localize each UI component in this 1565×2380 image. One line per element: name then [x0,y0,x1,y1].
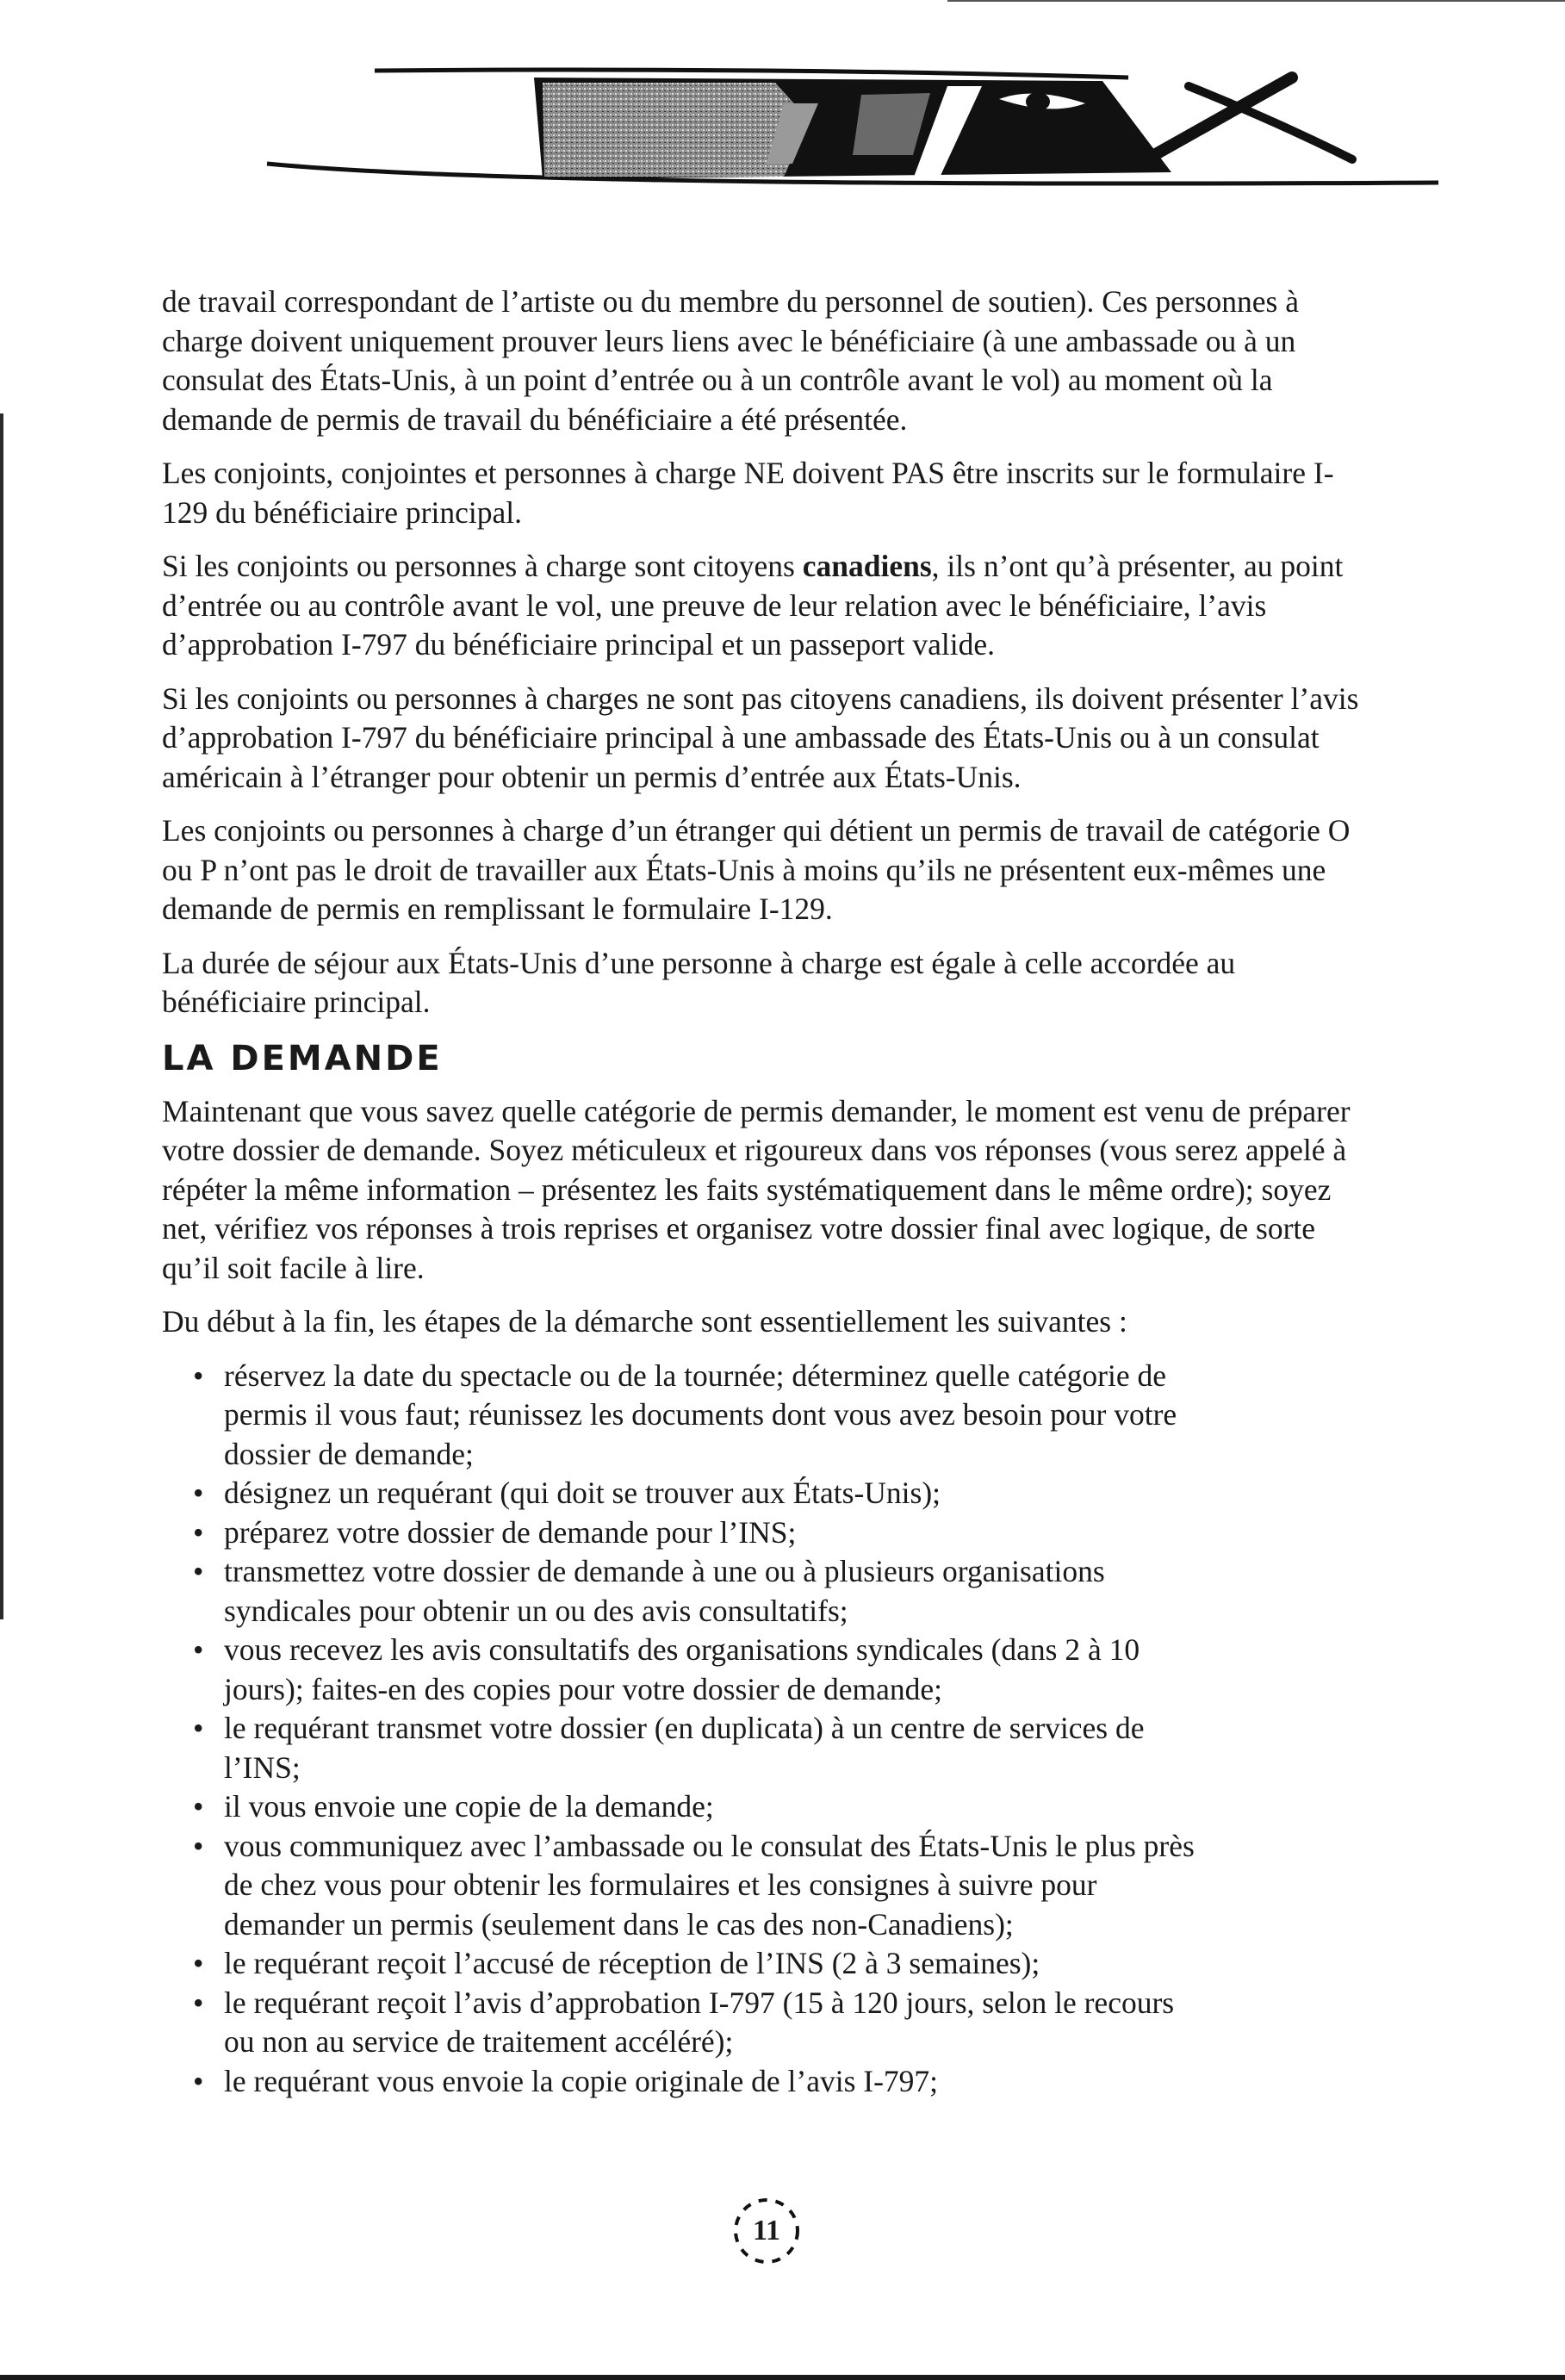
step-text: le requérant transmet votre dossier (en duplicata) à un centre de services de l’INS; [224,1711,1145,1785]
paragraph-stay-duration: La durée de séjour aux États-Unis d’une personne à charge est égale à celle accordée au bénéficiaire principal. [162,945,1236,1019]
paragraph-canadian-dependents [162,547,1368,665]
step-text: désignez un requérant (qui doit se trouver aux États-Unis); [224,1476,941,1510]
header-banner-art [258,52,1447,207]
list-item [224,1474,1361,1513]
list-item [224,1513,1361,1553]
step-text: vous communiquez avec l’ambassade ou le consulat des États-Unis le plus près de chez vous pour obtenir les formulaires et les consignes à suivre pour demander un permis (seulement dans le cas des non-Canadiens); [224,1828,1195,1942]
canadian-text-before: Si les conjoints ou personnes à charge sont citoyens [162,549,803,583]
page-number: 11 [752,2215,781,2246]
step-text: transmettez votre dossier de demande à une ou à plusieurs organisations syndicales pour obtenir un ou des avis consultatifs; [224,1554,1105,1628]
step-text: le requérant vous envoie la copie originale de l’avis I-797; [224,2063,939,2098]
step-text: le requérant reçoit l’avis d’approbation I-797 (15 à 120 jours, selon le recours ou non au service de traitement accéléré); [224,1985,1175,2059]
scan-edge-top [947,0,1565,2]
step-text: vous recevez les avis consultatifs des organisations syndicales (dans 2 à 10 jours); faites-en des copies pour votre dossier de demande; [224,1632,1140,1706]
paragraph-steps-intro: Du début à la fin, les étapes de la démarche sont essentiellement les suivantes : [162,1304,1127,1339]
paragraph-no-i129-listing: Les conjoints, conjointes et personnes à charge NE doivent PAS être inscrits sur le formulaire I-129 du bénéficiaire principal. [162,456,1334,530]
list-item [224,1552,1361,1631]
list-item [224,1631,1361,1709]
paragraph-dependents-proof: de travail correspondant de l’artiste ou du membre du personnel de soutien). Ces personnes à charge doivent uniquement prouver leurs liens avec le bénéficiaire (à une ambassade ou à un consulat des États-Unis, à un point d’entrée ou à un contrôle avant le vol) au moment où la demande de permis de travail du bénéficiaire a été présentée. [162,284,1300,437]
document-body [162,283,1368,2101]
steps-list [162,1357,1361,2102]
list-item [224,2062,1361,2102]
list-item [224,1787,1361,1827]
list-item [224,1944,1361,1984]
list-item [224,1984,1361,2062]
paragraph-work-restriction: Les conjoints ou personnes à charge d’un étranger qui détient un permis de travail de catégorie O ou P n’ont pas le droit de travailler aux États-Unis à moins qu’ils ne présentent eux-mêmes une demande de permis en remplissant le formulaire I-129. [162,813,1351,926]
step-text: réservez la date du spectacle ou de la tournée; déterminez quelle catégorie de permis il vous faut; réunissez les documents dont vous avez besoin pour votre dossier de demande; [224,1358,1177,1471]
canadian-text-after: , ils n’ont qu’à présenter, au point d’entrée ou au contrôle avant le vol, une preuve de leur relation avec le bénéficiaire, l’avis d’approbation I-797 du bénéficiaire principal et un passeport valide. [162,549,1344,662]
list-item [224,1357,1361,1475]
canadian-bold-word: canadiens [802,549,932,583]
step-text: préparez votre dossier de demande pour l’INS; [224,1514,797,1550]
scan-edge-left [0,413,3,1619]
scan-edge-bottom [0,2375,1565,2380]
paragraph-prepare-file: Maintenant que vous savez quelle catégorie de permis demander, le moment est venu de préparer votre dossier de demande. Soyez méticuleux et rigoureux dans vos réponses (vous serez appelé à répéter la même information – présentez les faits systématiquement dans le même ordre); soyez net, vérifiez vos réponses à trois reprises et organisez votre dossier final avec logique, de sorte qu’il soit facile à lire. [162,1093,1351,1285]
list-item [224,1709,1361,1787]
page-number-badge [730,2195,803,2267]
paragraph-non-canadian-dependents: Si les conjoints ou personnes à charges ne sont pas citoyens canadiens, ils doivent présenter l’avis d’approbation I-797 du bénéficiaire principal à une ambassade des États-Unis ou à un consulat américain à l’étranger pour obtenir un permis d’entrée aux États-Unis. [162,680,1359,794]
step-text: il vous envoie une copie de la demande; [224,1789,714,1824]
step-text: le requérant reçoit l’accusé de réception de l’INS (2 à 3 semaines); [224,1946,1040,1980]
list-item [224,1827,1361,1945]
section-heading: LA DEMANDE [162,1038,443,1078]
